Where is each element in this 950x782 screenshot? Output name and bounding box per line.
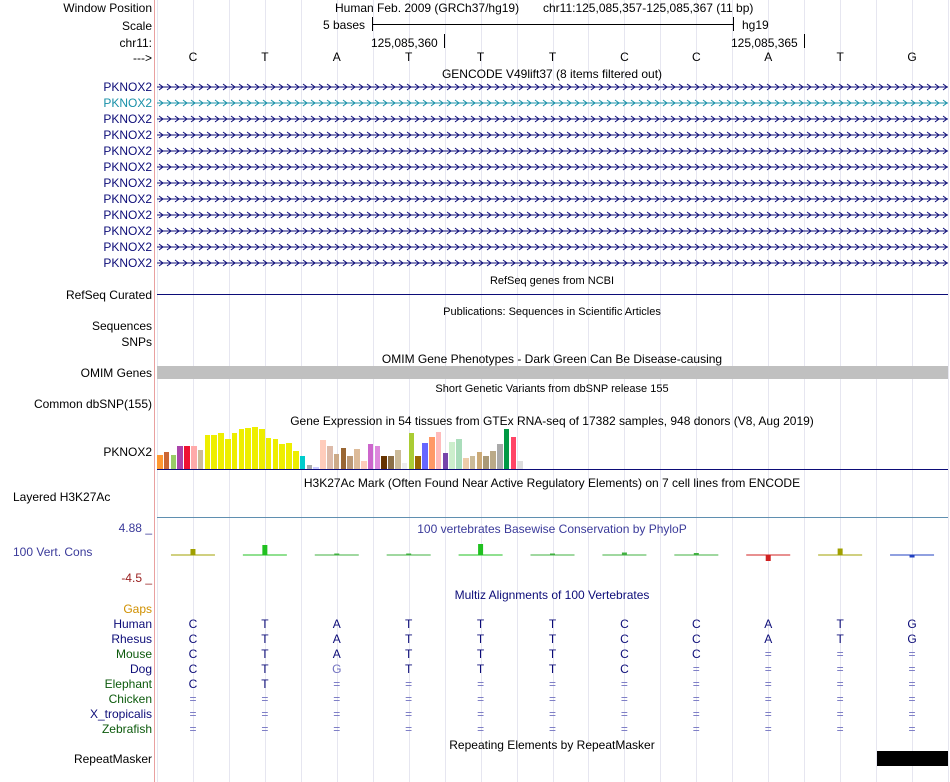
gtex-tissue-bar[interactable] [341,448,347,469]
gencode-item-label[interactable]: PKNOX2 [103,176,152,190]
gtex-tissue-bar[interactable] [470,456,476,469]
gencode-transcript-line[interactable] [157,163,948,171]
multiz-base: T [405,617,413,631]
strand-label: ---> [133,51,152,65]
phylop-score-mark[interactable] [838,549,843,556]
multiz-base: = [333,692,341,706]
multiz-base: T [261,662,269,676]
dbsnp-track-title[interactable]: Short Genetic Variants from dbSNP release 155 [435,383,669,395]
gtex-tissue-bar[interactable] [191,446,197,469]
gtex-tissue-bar[interactable] [232,433,238,469]
multiz-base: C [188,677,198,691]
multiz-base: = [764,707,772,721]
multiz-base: C [188,632,198,646]
gencode-item-label[interactable]: PKNOX2 [103,224,152,238]
gtex-tissue-bar[interactable] [225,439,231,469]
repeatmasker-element[interactable] [877,751,948,766]
multiz-base: C [620,647,629,661]
gtex-tissue-bar[interactable] [497,444,503,469]
gtex-tissue-bar[interactable] [388,456,394,469]
gtex-tissue-bar[interactable] [211,435,217,469]
refseq-gene-line[interactable] [157,294,948,295]
multiz-base: = [908,662,916,676]
base-letter: T [405,50,413,64]
multiz-base: A [764,617,773,631]
multiz-base: T [836,617,844,631]
multiz-base: A [332,632,341,646]
gtex-tissue-bar[interactable] [422,443,428,469]
scale-label: Scale [121,19,152,33]
multiz-species-label[interactable]: Human [113,617,152,631]
gtex-tissue-bar[interactable] [375,446,381,469]
gtex-tissue-bar[interactable] [164,452,170,469]
multiz-base: = [836,647,844,661]
multiz-base: C [620,617,629,631]
gtex-tissue-bar[interactable] [177,446,183,469]
multiz-species-label[interactable]: Chicken [108,692,152,706]
gtex-tissue-bar[interactable] [320,440,326,469]
multiz-base: = [764,662,772,676]
gencode-item-label[interactable]: PKNOX2 [103,160,152,174]
omim-track-title[interactable]: OMIM Gene Phenotypes - Dark Green Can Be Disease-causing [381,352,723,366]
gencode-item-label[interactable]: PKNOX2 [103,208,152,222]
gtex-tissue-bar[interactable] [443,453,449,469]
gencode-item-label[interactable]: PKNOX2 [103,128,152,142]
multiz-base: T [476,632,485,646]
multiz-base: = [405,677,413,691]
gencode-item-label[interactable]: PKNOX2 [103,256,152,270]
multiz-base: C [691,617,701,631]
multiz-base: G [907,617,917,631]
gtex-baseline [157,469,948,470]
gtex-tissue-bar[interactable] [511,437,517,469]
multiz-base: T [405,662,413,676]
gtex-tissue-bar[interactable] [171,455,177,469]
multiz-base: = [189,707,197,721]
multiz-base: T [476,617,485,631]
gencode-transcript-line[interactable] [157,147,948,155]
scale-db: hg19 [742,18,769,32]
multiz-base: G [907,632,917,646]
multiz-base: A [764,632,773,646]
gencode-item-label[interactable]: PKNOX2 [103,192,152,206]
gtex-tissue-bar[interactable] [517,461,523,469]
assembly-title: Human Feb. 2009 (GRCh37/hg19) [335,1,520,15]
multiz-species-label[interactable]: Elephant [104,677,152,691]
multiz-base: = [836,677,844,691]
multiz-track-title[interactable]: Multiz Alignments of 100 Vertebrates [454,588,650,602]
gtex-tissue-bar[interactable] [368,444,374,469]
gtex-tissue-bar[interactable] [157,455,163,469]
base-letter: T [261,50,269,64]
refseq-track-title[interactable]: RefSeq genes from NCBI [489,275,615,287]
multiz-base: = [908,722,916,736]
repeatmasker-label[interactable]: RepeatMasker [73,752,152,766]
multiz-base: = [836,722,844,736]
multiz-base: = [764,647,772,661]
multiz-base: = [333,677,341,691]
gencode-item-label[interactable]: PKNOX2 [103,144,152,158]
base-letter: C [620,50,629,64]
gtex-tissue-bar[interactable] [205,435,211,469]
gencode-transcript-line[interactable] [157,99,948,107]
multiz-base: C [620,662,629,676]
base-letter: T [836,50,844,64]
multiz-base: = [692,677,700,691]
gencode-track-title[interactable]: GENCODE V49lift37 (8 items filtered out) [441,67,663,81]
multiz-base: = [764,722,772,736]
multiz-species-label[interactable]: Dog [129,662,152,676]
multiz-species-label[interactable]: Mouse [115,647,152,661]
base-letter: C [188,50,198,64]
multiz-base: = [405,722,413,736]
gtex-tissue-bar[interactable] [477,452,483,469]
pubs-label[interactable]: Sequences [91,319,152,333]
multiz-base: = [620,677,628,691]
multiz-base: = [477,692,485,706]
multiz-base: T [405,632,413,646]
multiz-base: = [908,677,916,691]
gtex-tissue-bar[interactable] [463,458,469,469]
multiz-base: = [836,707,844,721]
multiz-species-label[interactable]: X_tropicalis [89,707,152,721]
gtex-tissue-bar[interactable] [361,461,367,469]
gtex-tissue-bar[interactable] [395,450,401,469]
multiz-base: = [477,707,485,721]
dbsnp-label[interactable]: Common dbSNP(155) [33,397,152,411]
gtex-tissue-bar[interactable] [286,443,292,469]
multiz-base: = [620,722,628,736]
gtex-tissue-bar[interactable] [429,437,435,469]
multiz-base: = [692,692,700,706]
gtex-tissue-bar[interactable] [184,446,190,469]
gencode-item-label[interactable]: PKNOX2 [103,240,152,254]
multiz-base: = [836,692,844,706]
base-letter: C [691,50,701,64]
multiz-base: = [548,677,556,691]
base-letter: T [548,50,557,64]
multiz-base: T [548,632,557,646]
coord-tick-1 [444,34,445,48]
multiz-base: A [332,617,341,631]
gtex-tissue-bar[interactable] [300,456,306,469]
multiz-base: = [764,677,772,691]
multiz-base: = [548,707,556,721]
omim-label[interactable]: OMIM Genes [80,366,152,380]
scale-text: 5 bases [323,18,366,32]
gencode-transcript-line[interactable] [157,195,948,203]
multiz-base: = [261,692,269,706]
h3k27ac-baseline [157,517,948,518]
gtex-tissue-bar[interactable] [490,451,496,469]
gtex-tissue-bar[interactable] [334,454,340,469]
multiz-base: = [908,647,916,661]
gencode-transcript-line[interactable] [157,83,948,91]
gencode-item-label[interactable]: PKNOX2 [103,80,152,94]
phylop-min: -4.5 _ [121,571,152,585]
multiz-base: C [691,632,701,646]
phylop-score-mark[interactable] [766,555,771,561]
phylop-wiggle[interactable] [157,530,948,580]
coord-label-2: 125,085,365 [731,36,798,50]
base-letter: A [764,50,773,64]
gtex-tissue-bar[interactable] [483,456,489,469]
multiz-base: = [261,722,269,736]
gtex-tissue-bar[interactable] [449,442,455,469]
snps-label[interactable]: SNPs [121,335,152,349]
multiz-base: = [692,662,700,676]
multiz-base: = [261,707,269,721]
multiz-base: = [189,722,197,736]
gtex-tissue-bar[interactable] [279,444,285,469]
multiz-base: C [188,647,198,661]
multiz-base: = [620,692,628,706]
gtex-tissue-bar[interactable] [456,439,462,469]
repeatmasker-track-title[interactable]: Repeating Elements by RepeatMasker [449,738,655,752]
phylop-score-mark[interactable] [334,554,339,556]
gtex-tissue-bar[interactable] [259,429,265,469]
chrom-label: chr11: [119,36,152,50]
multiz-base: T [476,647,485,661]
multiz-species-label[interactable]: Rhesus [111,632,152,646]
gtex-tissue-bar[interactable] [409,433,415,469]
multiz-base: T [476,662,485,676]
multiz-base: = [692,722,700,736]
gtex-tissue-bar[interactable] [381,456,387,469]
phylop-max: 4.88 _ [118,521,152,535]
multiz-base: C [188,617,198,631]
multiz-base: T [261,677,269,691]
multiz-base: = [908,707,916,721]
multiz-base: = [548,722,556,736]
gencode-item-label[interactable]: PKNOX2 [103,96,152,110]
base-letter: G [907,50,917,64]
multiz-base: T [548,617,557,631]
multiz-base: T [261,617,269,631]
multiz-base: C [691,647,701,661]
phylop-score-mark[interactable] [694,553,699,555]
gtex-tissue-bar[interactable] [504,429,510,469]
multiz-gaps-label: Gaps [123,602,152,616]
label-separator [154,0,155,782]
gtex-track-title[interactable]: Gene Expression in 54 tissues from GTEx RNA-seq of 17382 samples, 948 donors (V8, Aug 2019) [290,414,814,428]
gencode-transcript-line[interactable] [157,243,948,251]
multiz-base: C [188,662,198,676]
gtex-tissue-bar[interactable] [436,432,442,469]
multiz-base: = [908,692,916,706]
gtex-tissue-bar[interactable] [252,427,258,469]
multiz-base: G [332,662,342,676]
h3k27ac-track-title[interactable]: H3K27Ac Mark (Often Found Near Active Regulatory Elements) on 7 cell lines from ENCODE [303,476,801,490]
base-letter: T [476,50,485,64]
phylop-label[interactable]: 100 Vert. Cons [13,545,93,559]
multiz-base: C [620,632,629,646]
gencode-item-label[interactable]: PKNOX2 [103,112,152,126]
omim-gene-bar[interactable] [157,366,948,379]
gtex-tissue-bar[interactable] [293,451,299,469]
gencode-transcript-line[interactable] [157,227,948,235]
window-position-label: Window Position [63,1,152,15]
phylop-score-mark[interactable] [190,549,195,555]
multiz-base: = [692,707,700,721]
gtex-label[interactable]: PKNOX2 [103,445,152,459]
scale-bar-right-tick [733,17,734,31]
gencode-transcript-line[interactable] [157,179,948,187]
pubs-track-title[interactable]: Publications: Sequences in Scientific Articles [443,306,661,318]
multiz-base: = [620,707,628,721]
gtex-tissue-bar[interactable] [239,429,245,469]
multiz-base: = [333,722,341,736]
gencode-transcript-line[interactable] [157,131,948,139]
gtex-tissue-bar[interactable] [354,449,360,469]
multiz-base: T [836,632,844,646]
gtex-tissue-bar[interactable] [245,428,251,469]
multiz-base: = [548,692,556,706]
gencode-transcript-line[interactable] [157,211,948,219]
multiz-base: = [836,662,844,676]
multiz-base: = [189,692,197,706]
multiz-base: = [333,707,341,721]
h3k27ac-label[interactable]: Layered H3K27Ac [13,490,111,504]
coord-tick-2 [804,34,805,48]
multiz-base: T [405,647,413,661]
multiz-base: T [548,662,557,676]
refseq-label[interactable]: RefSeq Curated [65,288,152,302]
gtex-tissue-bar[interactable] [218,433,224,469]
gtex-tissue-bar[interactable] [327,446,333,469]
gtex-tissue-bar[interactable] [273,439,279,469]
multiz-base: T [548,647,557,661]
multiz-base: T [261,632,269,646]
multiz-base: T [261,647,269,661]
phylop-track-title[interactable]: 100 vertebrates Basewise Conservation by PhyloP [417,522,687,536]
grid-line [948,0,949,782]
gencode-transcript-line[interactable] [157,115,948,123]
phylop-score-mark[interactable] [550,554,555,556]
multiz-base: = [405,692,413,706]
multiz-species-label[interactable]: Zebrafish [101,722,152,736]
scale-bar [372,24,734,25]
position-readout: chr11:125,085,357-125,085,367 (11 bp) [543,1,754,15]
multiz-base: A [332,647,341,661]
gtex-tissue-bar[interactable] [266,438,272,469]
gtex-tissue-bar[interactable] [198,450,204,469]
multiz-base: = [764,692,772,706]
phylop-score-mark[interactable] [406,554,411,556]
multiz-base: = [477,677,485,691]
multiz-base: = [405,707,413,721]
gencode-transcript-line[interactable] [157,259,948,267]
gtex-tissue-bar[interactable] [415,456,421,469]
phylop-score-mark[interactable] [910,555,915,558]
base-letter: A [332,50,341,64]
multiz-base: = [477,722,485,736]
phylop-score-mark[interactable] [622,553,627,556]
phylop-score-mark[interactable] [478,544,483,555]
coord-label-1: 125,085,360 [371,36,438,50]
gtex-tissue-bar[interactable] [347,456,353,469]
phylop-score-mark[interactable] [262,545,267,555]
